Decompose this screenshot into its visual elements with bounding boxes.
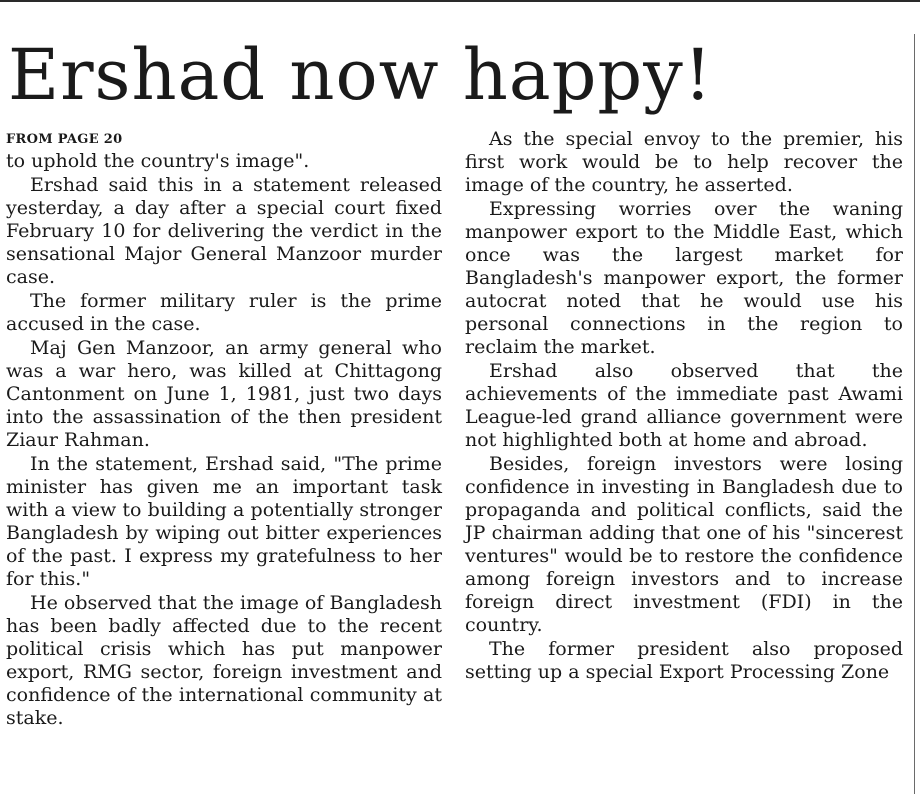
paragraph: Maj Gen Manzoor, an army general who was a war hero, was killed at Chittagong Cantonment on June 1, 1981, just two days into the assassination of the then president Ziaur Rahman. (6, 337, 442, 451)
top-rule (0, 0, 920, 2)
paragraph: The former president also proposed setting up a special Export Processing Zone (465, 638, 903, 683)
paragraph: As the special envoy to the premier, his first work would be to help recover the image of the country, he asserted. (465, 128, 903, 196)
headline: Ershad now happy! (8, 34, 713, 116)
kicker: FROM PAGE 20 (6, 132, 123, 147)
column-1 (6, 130, 442, 731)
paragraph-continued: He observed that the image of Bangladesh has been badly affected due to the recent political crisis which has put manpower export, RMG sector, foreign investment and confidence of the international community at stake. (6, 592, 442, 729)
paragraph: to uphold the country's image". (6, 150, 310, 172)
paragraph: Ershad said this in a statement released yesterday, a day after a special court fixed February 10 for delivering the verdict in the sensational Major General Manzoor murder case. (6, 174, 442, 288)
paragraph: Expressing worries over the waning manpower export to the Middle East, which once was the largest market for Bangladesh's manpower export, the former autocrat noted that he would use his personal connections in the region to reclaim the market. (465, 198, 903, 358)
column-2 (465, 128, 903, 685)
paragraph: The former military ruler is the prime accused in the case. (6, 290, 442, 335)
paragraph: Besides, foreign investors were losing confidence in investing in Bangladesh due to propaganda and political conflicts, said the JP chairman adding that one of his "sincerest ventures" would be to restore the confidence among foreign investors and to increase foreign direct investment (FDI) in the country. (465, 453, 903, 636)
column-rule-right (914, 34, 915, 794)
paragraph: Ershad also observed that the achievements of the immediate past Awami League-led grand alliance government were not highlighted both at home and abroad. (465, 360, 903, 451)
paragraph: In the statement, Ershad said, "The prime minister has given me an important task with a view to building a potentially stronger Bangladesh by wiping out bitter experiences of the past. I express my gratefulness to her for this." (6, 453, 442, 590)
